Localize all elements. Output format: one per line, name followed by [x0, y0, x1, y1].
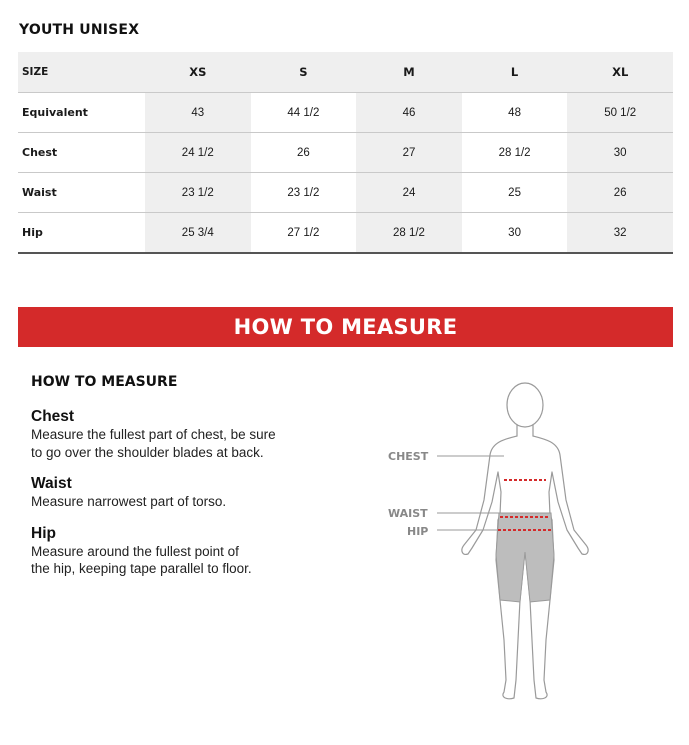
measure-hip	[31, 525, 331, 578]
table-cell: 25 3/4	[145, 213, 251, 254]
table-cell: 28 1/2	[462, 133, 568, 173]
size-chart-table	[18, 52, 673, 254]
table-row	[18, 173, 673, 213]
body-outline-illustration	[380, 380, 610, 710]
measure-name: Waist	[31, 475, 72, 492]
measure-chest	[31, 408, 331, 461]
column-header: XL	[567, 52, 673, 93]
row-label: Waist	[18, 173, 145, 213]
table-row	[18, 213, 673, 254]
shorts-shape	[496, 513, 554, 602]
measure-name: Chest	[31, 408, 75, 425]
column-header: S	[251, 52, 357, 93]
table-row	[18, 93, 673, 133]
chest-label: CHEST	[388, 450, 429, 463]
table-row	[18, 133, 673, 173]
table-cell: 32	[567, 213, 673, 254]
column-header: XS	[145, 52, 251, 93]
table-cell: 24	[356, 173, 462, 213]
table-cell: 27	[356, 133, 462, 173]
table-cell: 48	[462, 93, 568, 133]
measure-name: Hip	[31, 524, 56, 542]
measure-description: Measure the fullest part of chest, be sure to go over the shoulder blades at back.	[31, 427, 276, 460]
column-header: SIZE	[18, 52, 145, 93]
row-label: Equivalent	[18, 93, 145, 133]
instructions-title: HOW TO MEASURE	[31, 374, 178, 390]
measure-waist	[31, 475, 331, 511]
table-cell: 44 1/2	[251, 93, 357, 133]
table-cell: 43	[145, 93, 251, 133]
table-cell: 30	[567, 133, 673, 173]
column-header: L	[462, 52, 568, 93]
head-outline	[507, 383, 543, 427]
column-header: M	[356, 52, 462, 93]
table-cell: 24 1/2	[145, 133, 251, 173]
table-cell: 25	[462, 173, 568, 213]
row-label: Chest	[18, 133, 145, 173]
table-cell: 28 1/2	[356, 213, 462, 254]
measure-description: Measure around the fullest point of the hip, keeping tape parallel to floor.	[31, 543, 252, 576]
body-measurement-figure	[380, 380, 610, 710]
table-header-row	[18, 52, 673, 93]
table-cell: 26	[567, 173, 673, 213]
how-to-measure-banner: HOW TO MEASURE	[18, 307, 673, 347]
measure-description: Measure narrowest part of torso.	[31, 494, 227, 509]
waist-label: WAIST	[388, 507, 428, 520]
table-cell: 23 1/2	[145, 173, 251, 213]
measure-instructions	[31, 374, 331, 592]
row-label: Hip	[18, 213, 145, 254]
hip-label: HIP	[407, 525, 429, 538]
table-cell: 50 1/2	[567, 93, 673, 133]
table-cell: 30	[462, 213, 568, 254]
table-cell: 27 1/2	[251, 213, 357, 254]
section-title: YOUTH UNISEX	[19, 22, 140, 38]
table-cell: 23 1/2	[251, 173, 357, 213]
table-cell: 26	[251, 133, 357, 173]
table-cell: 46	[356, 93, 462, 133]
